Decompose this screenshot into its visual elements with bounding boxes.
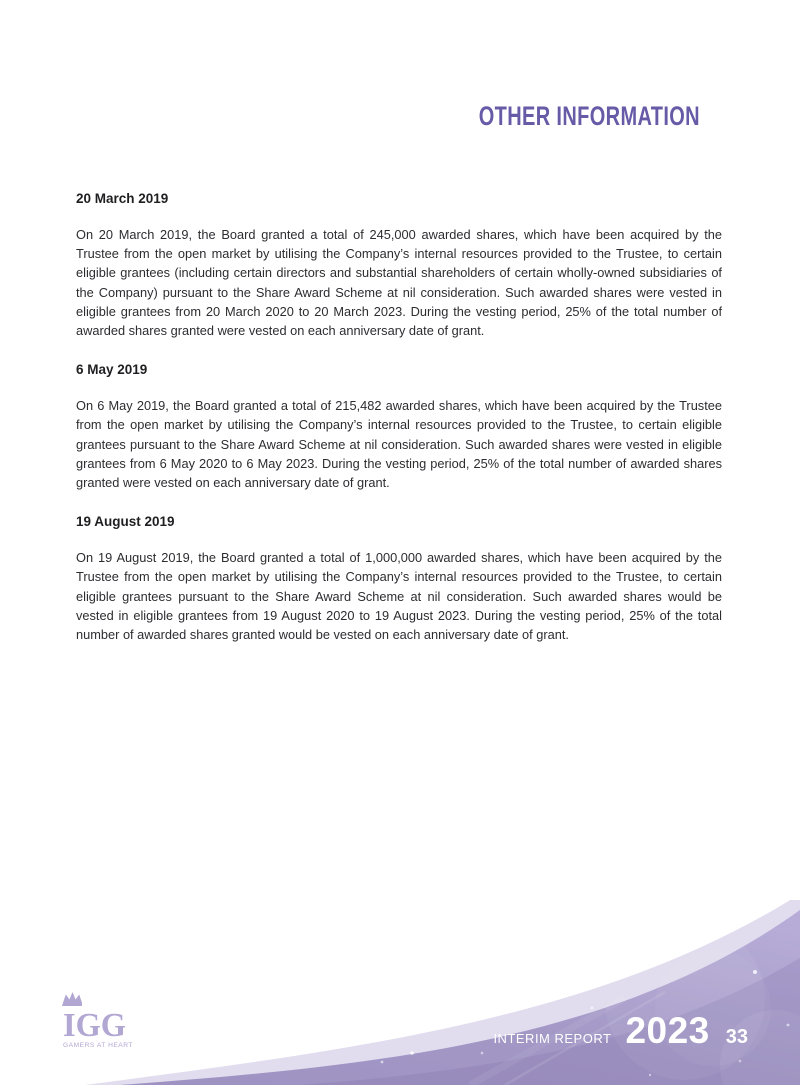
sparkle-dot: [753, 970, 757, 974]
crown-icon: [62, 992, 82, 1006]
section-heading: 19 August 2019: [76, 514, 175, 530]
interim-report-label: INTERIM REPORT: [493, 1031, 612, 1046]
sparkle-dot: [481, 1052, 484, 1055]
page-number: 33: [725, 1026, 748, 1048]
section-paragraph: On 20 March 2019, the Board granted a total of 245,000 awarded shares, which have been acquired by the Trustee from the open market by utilising the Company’s internal resources provided to the Trustee, to certain eligible grantees (including certain directors and substantial shareholders of certain wholly-owned subsidiaries of the Company) pursuant to the Share Award Scheme at nil consideration. Such awarded shares were vested in eligible grantees from 20 March 2020 to 20 March 2023. During the vesting period, 25% of the total number of awarded shares granted were vested on each anniversary date of grant.: [76, 227, 722, 339]
section-6-may-2019: [76, 360, 722, 492]
sparkle-dot: [649, 1074, 651, 1076]
page-content: [76, 189, 722, 664]
footer-meta: [493, 1010, 748, 1052]
section-heading: 20 March 2019: [76, 191, 169, 206]
section-19-august-2019: [76, 512, 722, 644]
section-20-march-2019: [76, 189, 722, 340]
logo-tagline: GAMERS AT HEART: [63, 1042, 133, 1049]
sparkle-dot: [410, 1051, 414, 1055]
igg-logo: [62, 992, 146, 1050]
page-title: OTHER INFORMATION: [478, 101, 700, 131]
section-paragraph: On 6 May 2019, the Board granted a total of 215,482 awarded shares, which have been acquired by the Trustee from the open market by utilising the Company’s internal resources provided to the Trustee, to certain eligible grantees pursuant to the Share Award Scheme at nil consideration. Such awarded shares were vested in eligible grantees from 6 May 2020 to 6 May 2023. During the vesting period, 25% of the total number of awarded shares granted were vested on each anniversary date of grant.: [76, 398, 722, 491]
sparkle-dot: [699, 937, 702, 940]
sparkle-dot: [739, 1060, 742, 1063]
sparkle-dot: [787, 1024, 790, 1027]
logo-text: IGG: [63, 1007, 126, 1044]
sparkle-dot: [381, 1061, 384, 1064]
sparkle-dot: [653, 920, 656, 923]
section-paragraph: On 19 August 2019, the Board granted a total of 1,000,000 awarded shares, which have been acquired by the Trustee from the open market by utilising the Company’s internal resources provided to the Trustee, to certain eligible grantees pursuant to the Share Award Scheme at nil consideration. Such awarded shares would be vested in eligible grantees from 19 August 2020 to 19 August 2023. During the vesting period, 25% of the total number of awarded shares granted would be vested on each anniversary date of grant.: [76, 550, 722, 643]
section-heading: 6 May 2019: [76, 362, 148, 378]
report-year: 2023: [625, 1010, 710, 1051]
